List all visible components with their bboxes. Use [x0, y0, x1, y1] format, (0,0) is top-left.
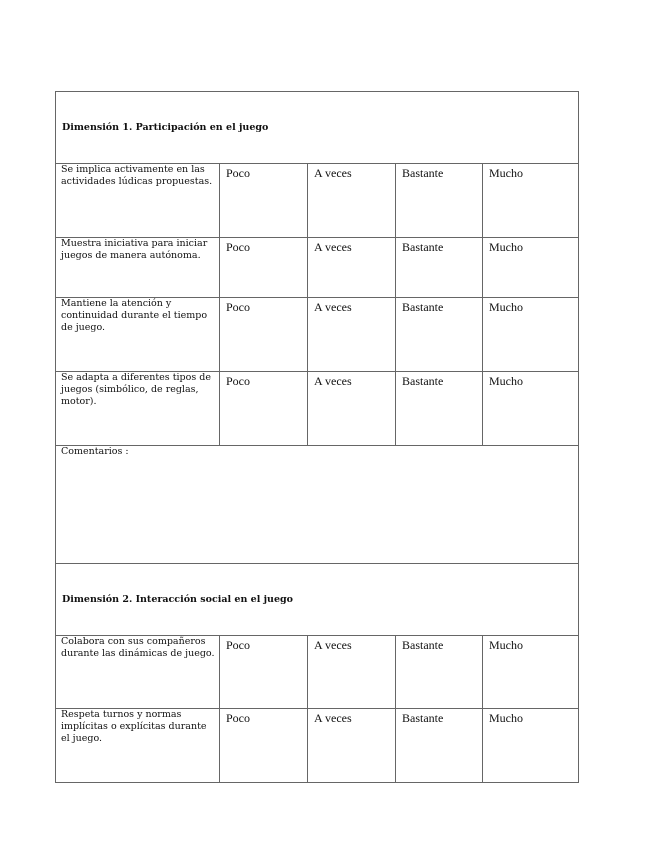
table-row	[56, 709, 579, 783]
comments-field[interactable]: Comentarios :	[56, 446, 579, 564]
item-text: Muestra iniciativa para iniciar juegos de manera autónoma.	[56, 238, 220, 298]
option-bastante[interactable]: Bastante	[396, 238, 483, 298]
option-bastante[interactable]: Bastante	[396, 636, 483, 709]
item-text: Se implica activamente en las actividades lúdicas propuestas.	[56, 164, 220, 238]
option-a-veces[interactable]: A veces	[308, 298, 396, 372]
option-poco[interactable]: Poco	[220, 636, 308, 709]
option-a-veces[interactable]: A veces	[308, 709, 396, 783]
table-row	[56, 636, 579, 709]
option-mucho[interactable]: Mucho	[483, 238, 579, 298]
option-bastante[interactable]: Bastante	[396, 164, 483, 238]
table-row	[56, 164, 579, 238]
option-poco[interactable]: Poco	[220, 238, 308, 298]
option-a-veces[interactable]: A veces	[308, 636, 396, 709]
option-poco[interactable]: Poco	[220, 298, 308, 372]
option-mucho[interactable]: Mucho	[483, 164, 579, 238]
option-mucho[interactable]: Mucho	[483, 709, 579, 783]
item-text: Mantiene la atención y continuidad durante el tiempo de juego.	[56, 298, 220, 372]
table-row	[56, 298, 579, 372]
option-a-veces[interactable]: A veces	[308, 372, 396, 446]
option-a-veces[interactable]: A veces	[308, 164, 396, 238]
item-text: Respeta turnos y normas implícitas o explícitas durante el juego.	[56, 709, 220, 783]
item-text: Se adapta a diferentes tipos de juegos (simbólico, de reglas, motor).	[56, 372, 220, 446]
option-bastante[interactable]: Bastante	[396, 709, 483, 783]
option-poco[interactable]: Poco	[220, 372, 308, 446]
option-poco[interactable]: Poco	[220, 164, 308, 238]
option-bastante[interactable]: Bastante	[396, 298, 483, 372]
option-mucho[interactable]: Mucho	[483, 636, 579, 709]
dimension-1-title: Dimensión 1. Participación en el juego	[56, 92, 579, 164]
evaluation-table	[55, 91, 579, 783]
table-row	[56, 372, 579, 446]
option-bastante[interactable]: Bastante	[396, 372, 483, 446]
dimension-2-title: Dimensión 2. Interacción social en el juego	[56, 564, 579, 636]
option-mucho[interactable]: Mucho	[483, 298, 579, 372]
option-mucho[interactable]: Mucho	[483, 372, 579, 446]
option-poco[interactable]: Poco	[220, 709, 308, 783]
option-a-veces[interactable]: A veces	[308, 238, 396, 298]
table-row	[56, 238, 579, 298]
item-text: Colabora con sus compañeros durante las dinámicas de juego.	[56, 636, 220, 709]
